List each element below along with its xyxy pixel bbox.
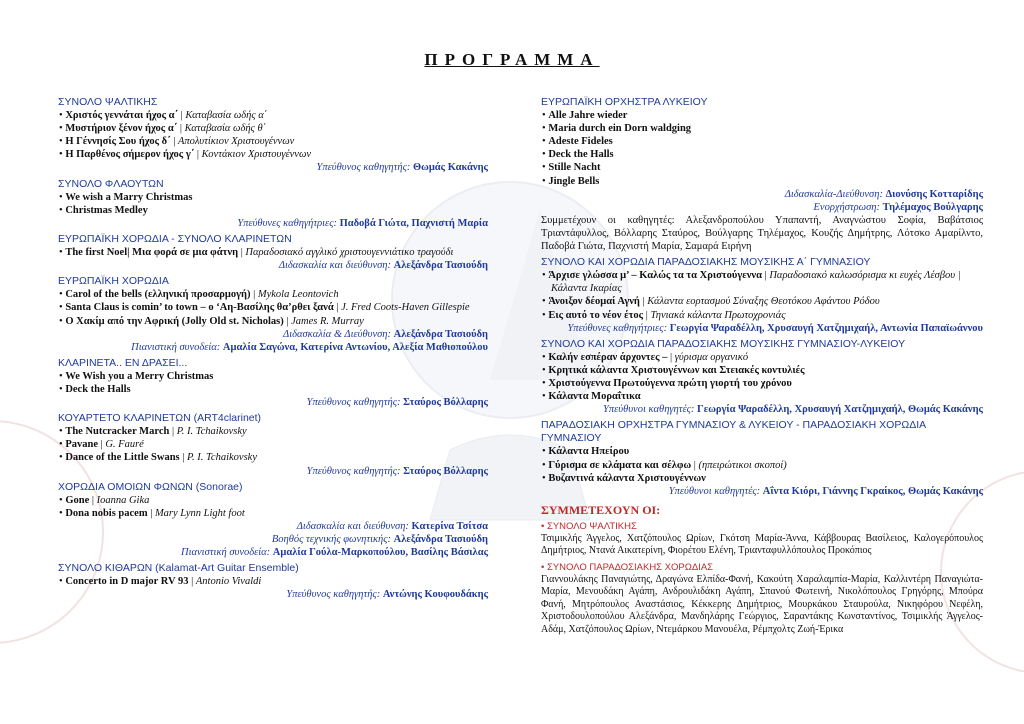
piece-title: Κρητικά κάλαντα Χριστουγέννων και Στειακές κοντυλιές xyxy=(548,364,805,376)
piece-title: Μυστήριον ξένον ήχος α΄ xyxy=(65,123,178,135)
piece-note: Καταβασία ωδής α΄ xyxy=(185,110,268,122)
program-item: • Καλήν εσπέραν άρχοντες – | γύρισμα οργανικό xyxy=(541,351,983,364)
piece-note: Ioanna Gika xyxy=(96,494,150,506)
credit-line xyxy=(541,188,983,201)
piece-title: Η Γέννησίς Σου ήχος δ΄ xyxy=(65,136,171,148)
credit-line xyxy=(58,588,488,601)
piece-note: (ηπειρώτικοι σκοποί) xyxy=(698,459,787,471)
piece-title: We wish a Marry Christmas xyxy=(65,191,193,203)
program-section xyxy=(58,275,488,354)
program-item xyxy=(541,135,983,148)
participating-teachers: Συμμετέχουν οι καθηγητές: Αλεξανδροπούλου Υπαπαντή, Αναγνώστου Σοφία, Βαβάτσιος Τριαντάφυλλος, Βόλλαρης Σταύρος, Βούλγαρης Τηλέμαχος, Κουζής Δημήτρης, Λότσκο Αμαρίλντο, Παδοβά Γιώτα, Παχνιστή Μαρία, Σαμαρά Ειρήνη xyxy=(541,214,983,253)
credit-names: Σταύρος Βόλλαρης xyxy=(403,397,488,409)
credit-line xyxy=(58,520,488,533)
piece-title: Pavane xyxy=(65,439,98,451)
credit-label: Υπεύθυνος καθηγητής: xyxy=(316,162,411,174)
program-item xyxy=(541,445,983,458)
piece-note: G. Fauré xyxy=(105,439,144,451)
piece-note: γύρισμα οργανικό xyxy=(674,351,749,363)
piece-title: Concerto in D major RV 93 xyxy=(65,576,189,588)
credit-names: Αμαλία Σαγώνα, Κατερίνα Αντωνίου, Αλεξία Μαθιοπούλου xyxy=(222,341,488,353)
program-section xyxy=(58,178,488,230)
piece-title: The Nutcracker March xyxy=(65,426,170,438)
program-section xyxy=(541,338,983,417)
program-item: • The first Noel| Μια φορά σε μια φάτνη | Παραδοσιακό αγγλικό χριστουγεννιάτικο τραγούδι xyxy=(58,246,488,259)
piece-title: We Wish you a Merry Christmas xyxy=(65,370,214,382)
credit-line xyxy=(541,322,983,335)
credit-names: Αλεξάνδρα Τασιούδη xyxy=(393,328,488,340)
credit-label: Υπεύθυνοι καθηγητές: xyxy=(668,485,761,497)
section-heading: ΧΟΡΩΔΙΑ ΟΜΟΙΩΝ ΦΩΝΩΝ (Sonorae) xyxy=(58,480,243,493)
credit-line xyxy=(58,328,488,341)
piece-title: Χριστός γεννάται ήχος α΄ xyxy=(65,110,179,122)
credit-names: Σταύρος Βόλλαρης xyxy=(403,465,488,477)
credit-label: Διδασκαλία και διεύθυνση: xyxy=(296,520,409,532)
piece-note: Παραδοσιακό αγγλικό χριστουγεννιάτικο τραγούδι xyxy=(245,247,454,259)
piece-title: Χριστούγεννα Πρωτούγεννα πρώτη γιορτή του χρόνου xyxy=(548,377,792,389)
piece-note: Καταβασία ωδής θ΄ xyxy=(184,123,267,135)
program-item: • The Nutcracker March | P. I. Tchaikovsky xyxy=(58,425,488,438)
piece-title: Dance of the Little Swans xyxy=(65,452,180,464)
program-item xyxy=(541,364,983,377)
credit-names: Αλεξάνδρα Τασιούδη xyxy=(393,260,488,272)
participant-group-members: Γιαννουλάκης Παναγιώτης, Δραγώνα Ελπίδα-Φανή, Κακούτη Χαραλαμπία-Μαρία, Καλλιντέρη Παναγιώτα-Μαρία, Μενουδάκη Αγάπη, Ανδρουλιδάκη Αγάπη, Σπανού Φωτεινή, Νικολόπουλος Γρηγόρης, Μπούρα Φανή, Μητρόπουλος Αναστάσιος, Κέκκερης Δημήτριος, Μουρκάκου Σταυρούλα, Νικηφόρου Νεφέλη, Χριστοδουλοπούλου Αλεξάνδρα, Μανδηλάρης Γεώργιος, Σαραντάκης Κωνσταντίνος, Τσιμικλής Άγγελος-Αδάμ, Χατζόπουλος Ωρίων, Ντεμάρκου Μανουέλα, Ρέμπχολτς Ζωή-Έρικα xyxy=(541,573,983,635)
piece-title: Καλήν εσπέραν άρχοντες – xyxy=(548,351,668,363)
piece-title: Alle Jahre wieder xyxy=(548,110,628,122)
piece-note: Antonio Vivaldi xyxy=(195,576,262,588)
credit-label: Διδασκαλία-Διεύθυνση: xyxy=(784,188,883,200)
program-item: • Santa Claus is comin’ to town – ο ‘Αη-Βασίλης θα’ρθει ξανά | J. Fred Coots-Haven Gillespie xyxy=(58,301,488,314)
section-heading: ΚΟΥΑΡΤΕΤΟ ΚΛΑΡΙΝΕΤΩΝ (ART4clarinet) xyxy=(58,412,262,425)
credit-line xyxy=(58,546,488,559)
program-section xyxy=(58,412,488,477)
section-heading: ΠΑΡΑΔΟΣΙΑΚΗ ΟΡΧΗΣΤΡΑ ΓΥΜΝΑΣΙΟΥ & ΛΥΚΕΙΟΥ - ΠΑΡΑΔΟΣΙΑΚΗ ΧΟΡΩΔΙΑ ΓΥΜΝΑΣΙΟΥ xyxy=(541,419,926,445)
piece-title: Η Παρθένος σήμερον ήχος γ΄ xyxy=(65,149,195,161)
piece-note: Mary Lynn Light foot xyxy=(154,507,245,519)
section-heading: ΣΥΝΟΛΟ ΚΑΙ ΧΟΡΩΔΙΑ ΠΑΡΑΔΟΣΙΑΚΗΣ ΜΟΥΣΙΚΗΣ ΓΥΜΝΑΣΙΟΥ-ΛΥΚΕΙΟΥ xyxy=(541,337,906,350)
credit-label: Υπεύθυνες καθηγήτριες: xyxy=(567,322,668,334)
piece-title: Ο Χακίμ από την Αφρική (Jolly Old st. Nicholas) xyxy=(65,315,284,327)
program-item xyxy=(541,377,983,390)
program-item: • Άρχισε γλώσσα μ’ – Καλώς τα τα Χριστούγεννα | Παραδοσιακό καλωσόρισμα κι ευχές Λέσβου | Κάλαντα Ικαρίας xyxy=(541,269,983,295)
piece-title: Εις αυτό το νέον έτος xyxy=(548,309,644,321)
credit-line xyxy=(58,217,488,230)
piece-note: James R. Murray xyxy=(291,315,364,327)
program-item: • Η Γέννησίς Σου ήχος δ΄ | Απολυτίκιον Χριστουγέννων xyxy=(58,135,488,148)
program-item: • Ο Χακίμ από την Αφρική (Jolly Old st. Nicholas) | James R. Murray xyxy=(58,315,488,328)
section-heading: ΣΥΝΟΛΟ ΦΛΑΟΥΤΩΝ xyxy=(58,177,164,190)
program-item xyxy=(541,109,983,122)
piece-note: Mykola Leontovich xyxy=(257,289,339,301)
credit-label: Υπεύθυνος καθηγητής: xyxy=(306,397,401,409)
program-section xyxy=(58,562,488,601)
piece-title: Deck the Halls xyxy=(65,383,131,395)
piece-title: Γύρισμα σε κλάματα και σέλφω xyxy=(548,459,692,471)
program-item xyxy=(541,148,983,161)
piece-title: Christmas Medley xyxy=(65,204,148,216)
program-section xyxy=(541,419,983,498)
section-heading: ΚΛΑΡΙΝΕΤΑ.. ΕΝ ΔΡΑΣΕΙ... xyxy=(58,356,188,369)
program-section xyxy=(58,233,488,272)
credit-names: Γεωργία Ψαραδέλλη, Χρυσαυγή Χατζημιχαήλ, Θωμάς Κακάνης xyxy=(697,404,983,416)
credit-label: Υπεύθυνες καθηγήτριες: xyxy=(237,217,337,229)
credit-names: Αντώνης Κουφουδάκης xyxy=(382,589,488,601)
section-heading: ΣΥΝΟΛΟ ΚΙΘΑΡΩΝ (Kalamat-Art Guitar Ensemble) xyxy=(58,562,299,575)
piece-title: Stille Nacht xyxy=(548,162,601,174)
credit-line xyxy=(58,341,488,354)
piece-title: Βυζαντινά κάλαντα Χριστουγέννων xyxy=(548,472,706,484)
program-item: • Γύρισμα σε κλάματα και σέλφω | (ηπειρώτικοι σκοποί) xyxy=(541,459,983,472)
program-section xyxy=(58,96,488,175)
credit-line xyxy=(58,396,488,409)
program-section xyxy=(58,481,488,560)
piece-title: Jingle Bells xyxy=(548,175,600,187)
piece-title: Adeste Fideles xyxy=(548,136,613,148)
credit-label: Υπεύθυνος καθηγητής: xyxy=(306,465,401,477)
credit-line xyxy=(541,201,983,214)
credit-names: Αΐντα Κιόρι, Γιάννης Γκραίκος, Θωμάς Κακάνης xyxy=(762,485,983,497)
program-item: • Concerto in D major RV 93 | Antonio Vivaldi xyxy=(58,575,488,588)
credit-label: Υπεύθυνοι καθηγητές: xyxy=(603,404,695,416)
participant-group-members: Τσιμικλής Άγγελος, Χατζόπουλος Ωρίων, Γκότση Μαρία-Άννα, Κάββουρας Βασίλειος, Καλογερόπουλος Δημήτριος, Ντανά Αικατερίνη, Φιορέτου Ελένη, Τριανταφυλλόπουλος Προκόπιος xyxy=(541,533,983,557)
credit-line xyxy=(58,259,488,272)
credit-line xyxy=(541,485,983,498)
credit-label: Διδασκαλία και διεύθυνση: xyxy=(278,260,391,272)
credit-names: Παδοβά Γιώτα, Παχνιστή Μαρία xyxy=(339,217,488,229)
credit-names: Κατερίνα Τσίτσα xyxy=(411,520,488,532)
credit-label: Πιανιστική συνοδεία: xyxy=(131,341,221,353)
program-item xyxy=(541,175,983,188)
credit-label: Πιανιστική συνοδεία: xyxy=(181,547,271,559)
program-item: • Εις αυτό το νέον έτος | Τηνιακά κάλαντα Πρωτοχρονιάς xyxy=(541,309,983,322)
program-item xyxy=(541,472,983,485)
program-item: • Dance of the Little Swans | P. I. Tchaikovsky xyxy=(58,451,488,464)
piece-title: Dona nobis pacem xyxy=(65,507,148,519)
program-item: • Μυστήριον ξένον ήχος α΄ | Καταβασία ωδής θ΄ xyxy=(58,122,488,135)
page-title: ΠΡΟΓΡΑΜΜΑ xyxy=(424,50,600,69)
participant-group-name: • ΣΥΝΟΛΟ ΠΑΡΑΔΟΣΙΑΚΗΣ ΧΟΡΩΔΙΑΣ xyxy=(541,561,714,573)
program-item xyxy=(541,122,983,135)
section-heading: ΕΥΡΩΠΑΪΚΗ ΟΡΧΗΣΤΡΑ ΛΥΚΕΙΟΥ xyxy=(541,96,708,108)
credit-names: Τηλέμαχος Βούλγαρης xyxy=(882,201,983,213)
program-item: • Άνοιξον δέομαί Αγνή | Κάλαντα εορτασμού Σύναξης Θεοτόκου Αφάντου Ρόδου xyxy=(541,295,983,308)
program-item xyxy=(58,370,488,383)
credit-names: Θωμάς Κακάνης xyxy=(412,162,488,174)
piece-title: Gone xyxy=(65,494,90,506)
piece-title: Deck the Halls xyxy=(548,149,614,161)
left-column xyxy=(58,96,488,604)
program-item xyxy=(541,390,983,403)
piece-title: The first Noel| Μια φορά σε μια φάτνη xyxy=(65,247,239,259)
credit-names: Αλεξάνδρα Τασιούδη xyxy=(393,534,488,545)
program-item xyxy=(58,383,488,396)
piece-title: Κάλαντα Μοραΐτικα xyxy=(548,391,641,403)
piece-note: Τηνιακά κάλαντα Πρωτοχρονιάς xyxy=(650,309,786,321)
program-section xyxy=(541,96,983,253)
program-item xyxy=(58,191,488,204)
participant-group-name: • ΣΥΝΟΛΟ ΨΑΛΤΙΚΗΣ xyxy=(541,520,637,532)
credit-label: Βοηθός τεχνικής φωνητικής: xyxy=(271,534,391,545)
piece-note: P. I. Tchaikovsky xyxy=(187,452,257,464)
program-item: • Pavane | G. Fauré xyxy=(58,438,488,451)
section-heading: ΣΥΝΟΛΟ ΚΑΙ ΧΟΡΩΔΙΑ ΠΑΡΑΔΟΣΙΑΚΗΣ ΜΟΥΣΙΚΗΣ Α΄ ΓΥΜΝΑΣΙΟΥ xyxy=(541,256,871,269)
section-heading: ΣΥΝΟΛΟ ΨΑΛΤΙΚΗΣ xyxy=(58,96,158,108)
piece-note: Κάλαντα εορτασμού Σύναξης Θεοτόκου Αφάντου Ρόδου xyxy=(647,296,880,308)
program-item: • Gone | Ioanna Gika xyxy=(58,494,488,507)
credit-names: Γεωργία Ψαραδέλλη, Χρυσαυγή Χατζημιχαήλ, Αντωνία Παπαϊωάννου xyxy=(669,322,983,334)
program-item xyxy=(541,161,983,174)
program-section xyxy=(541,256,983,335)
credit-line xyxy=(541,403,983,416)
piece-title: Άνοιξον δέομαί Αγνή xyxy=(548,296,640,308)
credit-label: Διδασκαλία & Διεύθυνση: xyxy=(283,328,391,340)
right-column xyxy=(541,96,983,636)
piece-note: Παραδοσιακό καλωσόρισμα κι ευχές Λέσβου | Κάλαντα Ικαρίας xyxy=(551,270,961,295)
piece-title: Άρχισε γλώσσα μ’ – Καλώς τα τα Χριστούγεννα xyxy=(548,270,762,282)
program-section xyxy=(58,357,488,409)
piece-title: Maria durch ein Dorn waldging xyxy=(548,123,692,135)
piece-note: P. I. Tchaikovsky xyxy=(176,426,247,438)
piece-note: Απολυτίκιον Χριστουγέννων xyxy=(177,136,295,148)
participants-heading: ΣΥΜΜΕΤΕΧΟΥΝ ΟΙ: xyxy=(541,502,661,517)
credit-label: Υπεύθυνος καθηγητής: xyxy=(286,589,381,601)
program-item xyxy=(58,204,488,217)
program-item: • Χριστός γεννάται ήχος α΄ | Καταβασία ωδής α΄ xyxy=(58,109,488,122)
credit-label: Ενορχήστρωση: xyxy=(813,201,880,213)
piece-title: Santa Claus is comin’ to town – ο ‘Αη-Βασίλης θα’ρθει ξανά xyxy=(65,302,334,314)
credit-line xyxy=(58,533,488,546)
section-heading: ΕΥΡΩΠΑΪΚΗ ΧΟΡΩΔΙΑ - ΣΥΝΟΛΟ ΚΛΑΡΙΝΕΤΩΝ xyxy=(58,232,292,245)
program-item: • Carol of the bells (ελληνική προσαρμογή) | Mykola Leontovich xyxy=(58,288,488,301)
piece-note: J. Fred Coots-Haven Gillespie xyxy=(341,302,470,314)
credit-names: Αμαλία Γούλα-Μαρκοπούλου, Βασίλης Βάσιλας xyxy=(272,547,488,559)
credit-names: Διονύσης Κοτταρίδης xyxy=(885,188,983,200)
program-item: • Dona nobis pacem | Mary Lynn Light foot xyxy=(58,507,488,520)
section-heading: ΕΥΡΩΠΑΪΚΗ ΧΟΡΩΔΙΑ xyxy=(58,275,169,288)
credit-line xyxy=(58,465,488,478)
piece-title: Carol of the bells (ελληνική προσαρμογή) xyxy=(65,289,251,301)
credit-line xyxy=(58,161,488,174)
piece-note: Κοντάκιον Χριστουγέννων xyxy=(201,149,312,161)
program-item: • Η Παρθένος σήμερον ήχος γ΄ | Κοντάκιον Χριστουγέννων xyxy=(58,148,488,161)
piece-title: Κάλαντα Ηπείρου xyxy=(548,446,630,458)
